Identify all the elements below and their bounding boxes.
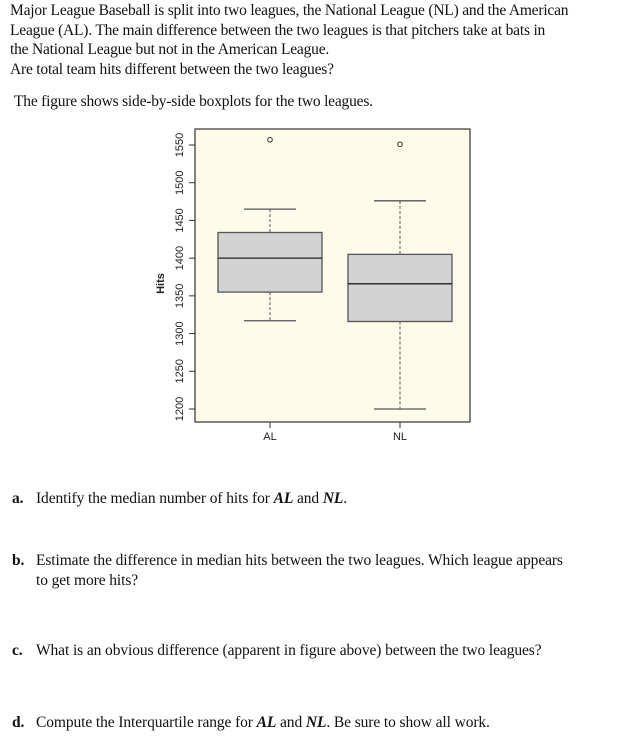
y-tick-label: 1400: [174, 245, 186, 271]
emph-nl: NL: [322, 490, 344, 507]
y-tick-label: 1350: [174, 283, 186, 309]
intro-line: League (AL). The main difference between the two leagues is that pitchers take at bats in: [10, 21, 546, 39]
y-tick-label: 1500: [174, 170, 186, 195]
question-text: .: [343, 490, 348, 507]
question-d: [12, 713, 632, 733]
y-tick-label: 1200: [174, 396, 186, 422]
iqr-box: [348, 254, 452, 321]
question-text: Compute the Interquartile range for: [36, 714, 257, 731]
x-tick-label: NL: [392, 431, 408, 443]
question-a: [12, 489, 632, 509]
x-tick-label: AL: [263, 431, 277, 443]
question-text: Estimate the difference in median hits between the two leagues. Which league appears: [36, 552, 563, 569]
question-text: . Be sure to show all work.: [326, 714, 490, 731]
intro-line: Major League Baseball is split into two leagues, the National League (NL) and the American: [10, 2, 569, 19]
emph-al: AL: [256, 714, 277, 731]
question-text: Identify the median number of hits for: [36, 490, 274, 507]
question-text: and: [276, 714, 306, 731]
y-axis-label: Hits: [155, 273, 167, 294]
y-tick-label: 1450: [174, 208, 186, 233]
question-label: b.: [12, 552, 25, 569]
question-text: and: [293, 490, 323, 507]
emph-al: AL: [273, 490, 294, 507]
intro-line: the National League but not in the American League.: [10, 41, 330, 58]
y-tick-label: 1550: [174, 132, 186, 158]
figure-caption: The figure shows side-by-side boxplots for the two leagues.: [14, 93, 373, 110]
question-label: c.: [12, 642, 23, 659]
question-text: What is an obvious difference (apparent in figure above) between the two leagues?: [36, 642, 542, 659]
question-label: d.: [12, 714, 25, 731]
question-label: a.: [12, 490, 24, 507]
iqr-box: [218, 232, 322, 292]
y-tick-label: 1300: [174, 321, 186, 346]
y-tick-label: 1250: [174, 359, 186, 384]
emph-nl: NL: [305, 714, 327, 731]
question-b: [12, 551, 632, 591]
question-c: [12, 641, 632, 661]
intro-question: Are total team hits different between the two leagues?: [10, 60, 334, 78]
question-text: to get more hits?: [36, 572, 139, 589]
